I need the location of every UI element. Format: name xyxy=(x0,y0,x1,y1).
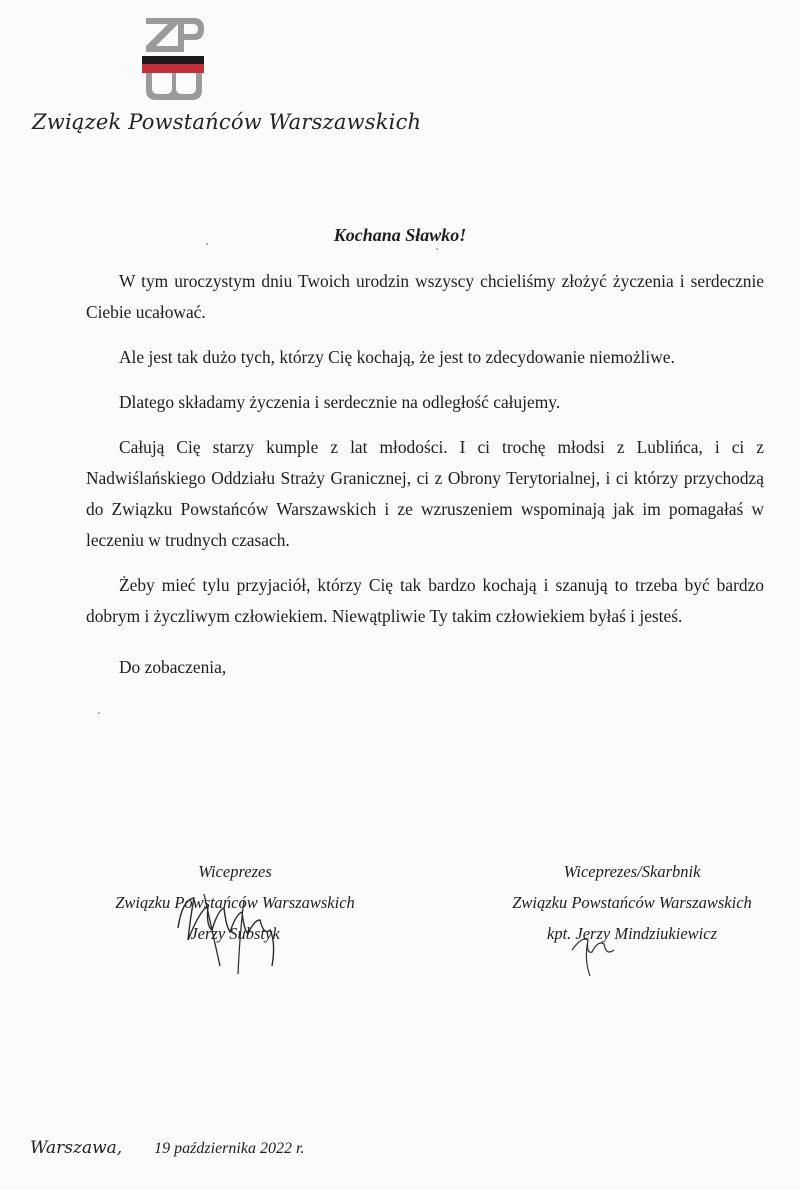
paragraph-5: Żeby mieć tylu przyjaciół, którzy Cię tak bardzo kochają i szanują to trzeba być bardzo dobrym i życzliwym człowiekiem. Niewątpliwie Ty takim człowiekiem byłaś i jesteś. xyxy=(86,575,764,626)
paragraph-1: W tym uroczystym dniu Twoich urodzin wszyscy chcieliśmy złożyć życzenia i serdecznie Ciebie ucałować. xyxy=(86,271,764,322)
closing: Do zobaczenia, xyxy=(119,657,227,677)
paper-speck xyxy=(98,712,100,714)
signer-title: Wiceprezes xyxy=(198,862,272,881)
paragraph-4: Całują Cię starzy kumple z lat młodości. I ci trochę młodsi z Lublińca, i ci z Nadwiślańskiego Oddziału Straży Granicznej, ci z Obrony Terytorialnej, i ci którzy przychodzą do Związku Powstańców Warszawskich i ze wzruszeniem wspominają jak im pomagałaś w leczeniu w trudnych czasach. xyxy=(86,437,764,550)
handwritten-signature-left-icon xyxy=(160,870,300,980)
footer-city: Warszawa, xyxy=(30,1138,123,1158)
letter-footer xyxy=(30,1138,304,1158)
signature-block-right xyxy=(462,856,800,949)
paper-speck xyxy=(436,248,438,250)
organization-letterhead: Związek Powstańców Warszawskich xyxy=(32,110,422,134)
paragraph-3: Dlatego składamy życzenia i serdecznie na odległość całujemy. xyxy=(119,392,561,412)
signer-organization: Związku Powstańców Warszawskich xyxy=(115,893,355,912)
letter-salutation: Kochana Sławko! xyxy=(333,225,467,245)
signer-name: Jerzy Substyk xyxy=(190,924,280,943)
paragraph-2: Ale jest tak dużo tych, którzy Cię kochają, że jest to zdecydowanie niemożliwe. xyxy=(119,347,675,367)
footer-date: 19 października 2022 r. xyxy=(154,1140,305,1157)
letter-body xyxy=(86,266,764,697)
signer-name: kpt. Jerzy Mindziukiewicz xyxy=(547,924,717,943)
signer-organization: Związku Powstańców Warszawskich xyxy=(512,893,752,912)
handwritten-signature-right-icon xyxy=(566,910,626,980)
signer-title: Wiceprezes/Skarbnik xyxy=(563,862,701,881)
zpw-logo-icon xyxy=(136,10,208,102)
paper-speck xyxy=(206,243,208,245)
